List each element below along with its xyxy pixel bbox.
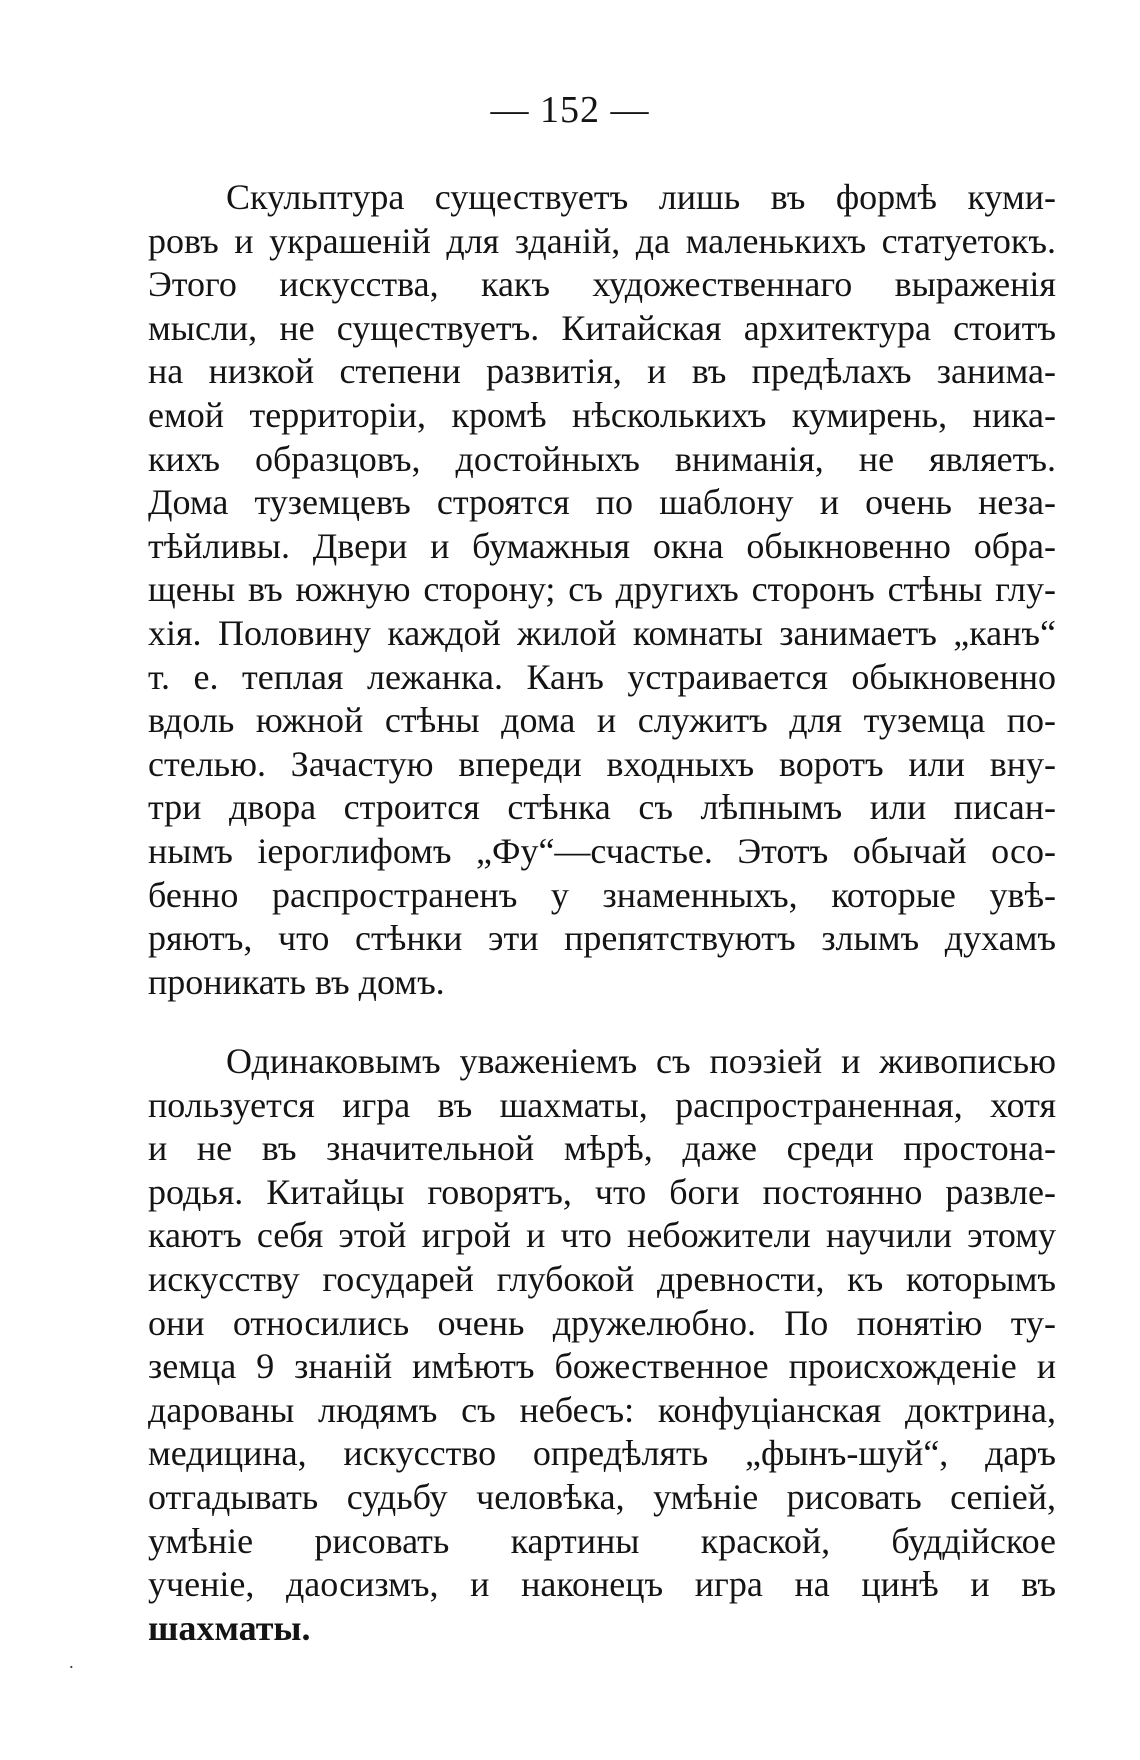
text-line: умѣнiе рисовать картины краской, буддiйское — [148, 1520, 1056, 1561]
text-line: мысли, не существуетъ. Китайская архитектура стоитъ — [148, 307, 1056, 348]
text-line: отгадывать судьбу человѣка, умѣнiе рисовать сепiей, — [148, 1476, 1056, 1517]
text-line: стелью. Зачастую впереди входныхъ воротъ или вну- — [148, 743, 1056, 784]
text-line: кихъ образцовъ, достойныхъ вниманiя, не являетъ. — [148, 438, 1056, 479]
text-line: тѣйливы. Двери и бумажныя окна обыкновенно обра- — [148, 525, 1056, 566]
text-line: т. е. теплая лежанка. Канъ устраивается обыкновенно — [148, 656, 1056, 697]
text-line: пользуется игра въ шахматы, распространенная, хотя — [148, 1084, 1056, 1125]
text-line: Одинаковымъ уваженiемъ съ поэзiей и живописью — [226, 1041, 1056, 1081]
text-line: медицина, искусство опредѣлять „фынъ-шуй“, даръ — [148, 1433, 1056, 1474]
text-line: шахматы. — [148, 1607, 311, 1648]
page-number: — 152 — — [490, 89, 650, 131]
text-line: искусству государей глубокой древности, къ которымъ — [148, 1258, 1056, 1299]
text-line: они относились очень дружелюбно. По понятiю ту- — [148, 1302, 1056, 1343]
text-line: проникать въ домъ. — [148, 961, 445, 1002]
text-line: хiя. Половину каждой жилой комнаты занимаетъ „канъ“ — [148, 612, 1056, 653]
text-line: Скульптура существуетъ лишь въ формѣ куми- — [226, 177, 1056, 217]
text-line: родья. Китайцы говорятъ, что боги постоянно развле- — [148, 1171, 1056, 1212]
text-line: щены въ южную сторону; съ другихъ сторонъ стѣны глу- — [148, 569, 1056, 610]
text-line: вдоль южной стѣны дома и служитъ для туземца по- — [148, 700, 1056, 741]
text-line: земца 9 знанiй имѣютъ божественное происхожденiе и — [148, 1346, 1056, 1387]
text-line: дарованы людямъ съ небесъ: конфуцiанская доктрина, — [148, 1389, 1056, 1430]
text-line: и не въ значительной мѣрѣ, даже среди простона- — [148, 1128, 1056, 1169]
text-line: Этого искусства, какъ художественнаго выраженiя — [148, 264, 1056, 305]
text-line: ровъ и украшенiй для зданiй, да маленькихъ статуетокъ. — [148, 220, 1056, 261]
paragraph-sculpture — [148, 176, 1056, 1004]
text-line: нымъ iероглифомъ „Фу“—счастье. Этотъ обычай осо- — [148, 830, 1056, 871]
text-line: емой территорiи, кромѣ нѣсколькихъ кумирень, ника- — [148, 394, 1056, 435]
text-line: каютъ себя этой игрой и что небожители научили этому — [148, 1215, 1056, 1256]
text-line: бенно распространенъ у знаменныхъ, которые увѣ- — [148, 874, 1056, 915]
text-line: ученiе, даосизмъ, и наконецъ игра на цинѣ и въ — [148, 1564, 1056, 1605]
text-line: на низкой степени развитiя, и въ предѣлахъ занима- — [148, 351, 1056, 392]
text-line: ряютъ, что стѣнки эти препятствуютъ злымъ духамъ — [148, 918, 1056, 959]
paragraph-chess — [148, 1040, 1056, 1650]
text-line: три двора строится стѣнка съ лѣпнымъ или писан- — [148, 787, 1056, 828]
text-line: Дома туземцевъ строятся по шаблону и очень неза- — [148, 482, 1056, 523]
scan-speck-mark: ˙ — [68, 1662, 75, 1684]
